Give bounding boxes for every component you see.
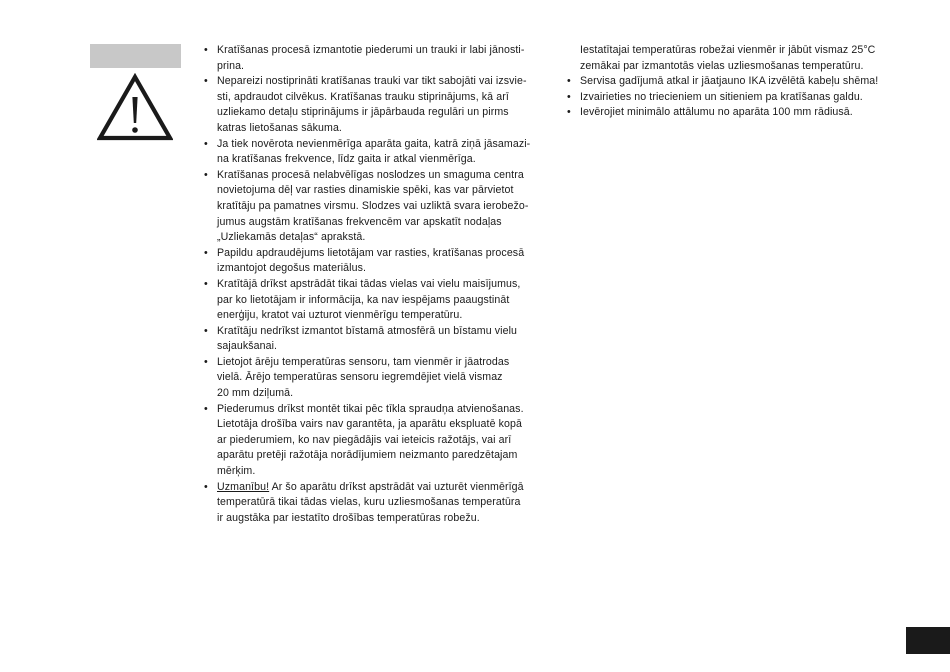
list-item: [204, 137, 546, 168]
text-line: mērķim.: [217, 465, 256, 478]
text-line: sti, apdraudot cilvēkus. Kratīšanas trauku stiprinājums, kā arī: [217, 90, 509, 103]
header-gray-bar: [90, 44, 181, 68]
text-line: • Kratīšanas procesā izmantotie piederumi un trauki ir labi jānosti-: [217, 44, 525, 56]
right-column: [567, 43, 897, 121]
text-line: • Lietojot ārēju temperatūras sensoru, tam vienmēr ir jāatrodas: [217, 355, 510, 368]
text-line: zemākai par izmantotās vielas uzliesmošanas temperatūru.: [580, 59, 864, 72]
page-tab-marker: [906, 627, 950, 654]
text-line: jumus augstām kratīšanas frekvencēm var apskatīt nodaļas: [217, 215, 502, 228]
attention-label: Uzmanību!: [217, 480, 270, 493]
text-line: par ko lietotājam ir informācija, ka nav iespējams paaugstināt: [217, 293, 510, 306]
text-line: • Kratīšanas procesā nelabvēlīgas noslodzes un smaguma centra: [217, 168, 524, 181]
left-column: [204, 43, 546, 526]
text-line: enerģiju, kratot vai uzturot vienmērīgu temperatūru.: [217, 309, 463, 322]
text-line: katras lietošanas sākuma.: [217, 121, 342, 134]
list-item: [204, 402, 546, 480]
safety-list-right: [567, 74, 897, 121]
text-line: temperatūrā tikai tādas vielas, kuru uzliesmošanas temperatūra: [217, 496, 521, 509]
continuation-text: [567, 43, 897, 74]
text-line: • Kratītāju nedrīkst izmantot bīstamā atmosfērā un bīstamu vielu: [217, 324, 518, 337]
text-line: novietojuma dēļ var rasties dinamiskie spēki, kas var pārvietot: [217, 184, 514, 197]
list-item: [567, 74, 897, 90]
safety-list-left: [204, 43, 546, 526]
attention-text: Ar šo aparātu drīkst apstrādāt vai uzturēt vienmērīgā: [269, 480, 524, 493]
text-line: kratītāju pa pamatnes virsmu. Slodzes vai uzliktā svara ierobežo-: [217, 199, 529, 212]
text-line: vielā. Ārējo temperatūras sensoru iegremdējiet vielā vismaz: [217, 371, 503, 384]
list-item: [567, 105, 897, 121]
text-line: ar piederumiem, ko nav piegādājis vai ieteicis ražotājs, vai arī: [217, 433, 512, 446]
list-item: [204, 355, 546, 402]
text-line: 20 mm dziļumā.: [217, 387, 294, 400]
list-item: [204, 324, 546, 355]
text-line: • Nepareizi nostiprināti kratīšanas trauki var tikt sabojāti vai izsvie-: [217, 75, 527, 88]
text-line: • Ja tiek novērota nevienmērīga aparāta gaita, katrā ziņā jāsamazi-: [217, 137, 531, 150]
text-line: na kratīšanas frekvence, līdz gaita ir atkal vienmērīga.: [217, 153, 476, 166]
list-item: [204, 168, 546, 246]
list-item: [204, 246, 546, 277]
text-line: izmantojot degošus materiālus.: [217, 262, 367, 275]
list-item: [204, 74, 546, 136]
text-line: uzliekamo detaļu stiprinājums ir jāpārbauda regulāri un pirms: [217, 106, 509, 119]
text-line: „Uzliekamās detaļas“ aprakstā.: [217, 231, 366, 244]
list-item: [204, 43, 546, 74]
text-line: • Servisa gadījumā atkal ir jāatjauno IKA izvēlētā kabeļu shēma!: [580, 75, 879, 88]
text-line: aparātu pretēji ražotāja norādījumiem neizmanto paredzētajam: [217, 449, 518, 462]
text-line: Lietotāja drošība vairs nav garantēta, ja aparātu ekspluatē kopā: [217, 418, 522, 431]
exclamation-triangle-icon: [97, 73, 173, 141]
text-line: • Izvairieties no triecieniem un sitieniem pa kratīšanas galdu.: [580, 90, 863, 103]
list-item: [204, 277, 546, 324]
text-line: • Kratītājā drīkst apstrādāt tikai tādas vielas vai vielu maisījumus,: [217, 277, 521, 290]
text-line: ir augstāka par iestatīto drošības temperatūras robežu.: [217, 511, 480, 524]
text-line: prina.: [217, 59, 245, 72]
text-line: [217, 480, 546, 496]
text-line: • Piederumus drīkst montēt tikai pēc tīkla spraudņa atvienošanas.: [217, 402, 524, 415]
attention-item: [204, 480, 546, 527]
text-line: • Ievērojiet minimālo attālumu no aparāta 100 mm rādiusā.: [580, 106, 853, 119]
text-line: • Papildu apdraudējums lietotājam var rasties, kratīšanas procesā: [217, 246, 525, 259]
text-line: sajaukšanai.: [217, 340, 278, 353]
text-line: Iestatītajai temperatūras robežai vienmēr ir jābūt vismaz 25°C: [580, 44, 876, 56]
list-item: [567, 90, 897, 106]
